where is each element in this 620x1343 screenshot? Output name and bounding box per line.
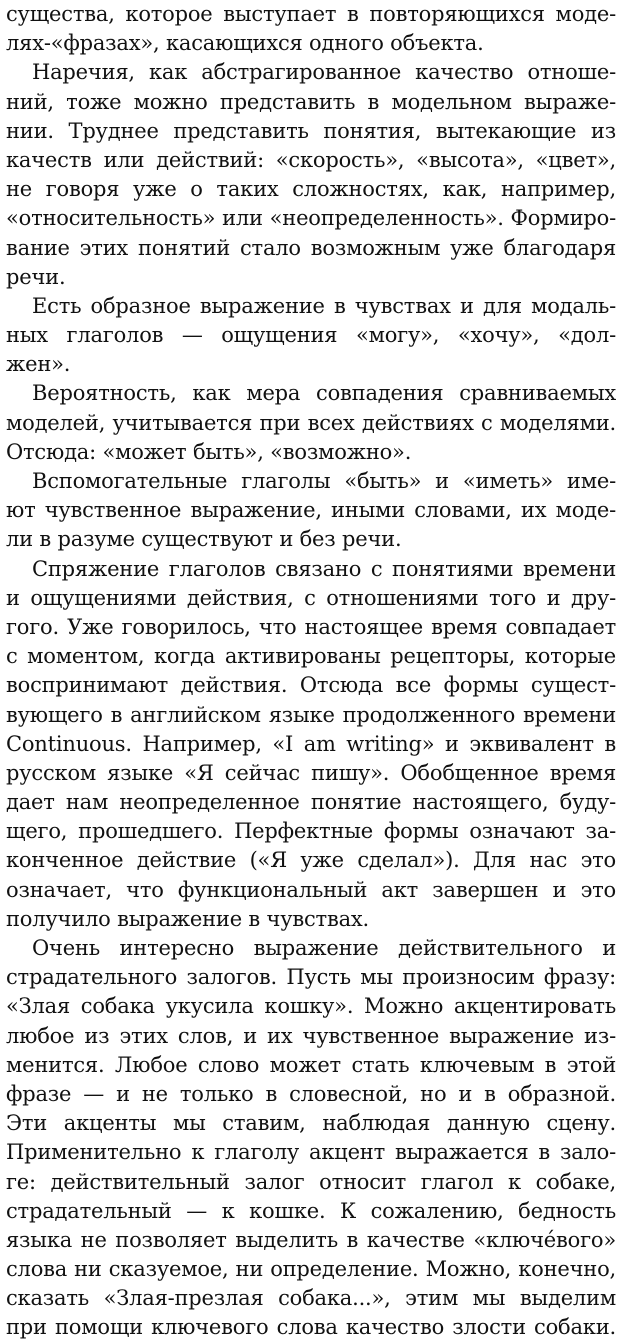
text-line: существа, которое выступает в повторяющихся моде- [6, 2, 616, 26]
text-line: страдательного залогов. Пусть мы произносим фразу: [6, 965, 616, 990]
text-line: Применительно к глаголу акцент выражается в зало- [6, 1140, 616, 1165]
text-line: нии. Труднее представить понятия, вытекающие из [6, 118, 616, 143]
text-line: страдательный — к кошке. К сожалению, бедность [6, 1198, 616, 1223]
text-line: воспринимают действия. Отсюда все формы сущест- [6, 673, 616, 698]
text-line: дает нам неопределенное понятие настоящего, буду- [6, 790, 616, 815]
text-line: ют чувственное выражение, иными словами, их моде- [6, 498, 616, 523]
text-line: означает, что функциональный акт завершен и это [6, 877, 616, 902]
text-line: ных глаголов — ощущения «могу», «хочу», «дол- [6, 323, 616, 348]
text-line: при помощи ключевого слова качество злости собаки. [6, 1315, 616, 1340]
paragraph [6, 379, 616, 467]
text-line: конченное действие («Я уже сделал»). Для нас это [6, 848, 616, 873]
text-line: Наречия, как абстрагированное качество отноше- [32, 60, 616, 85]
text-line: любое из этих слов, и их чувственное выражение из- [6, 1023, 616, 1048]
text-line: речи. [6, 264, 66, 289]
text-line: менится. Любое слово может стать ключевым в этой [6, 1052, 616, 1077]
text-line: языка не позволяет выделить в качестве «ключéвого» [6, 1227, 616, 1252]
paragraph [6, 934, 616, 1343]
text-line: вующего в английском языке продолженного времени [6, 702, 616, 727]
text-line: Спряжение глаголов связано с понятиями времени [32, 556, 616, 581]
text-line: ли в разуме существуют и без речи. [6, 527, 402, 552]
text-line: ге: действительный залог относит глагол к собаке, [6, 1169, 616, 1194]
text-line: щего, прошедшего. Перфектные формы означают за- [6, 819, 616, 844]
text-line: «относительность» или «неопределенность». Формиро- [6, 206, 616, 231]
text-line: Вероятность, как мера совпадения сравниваемых [32, 381, 616, 406]
text-line: русском языке «Я сейчас пишу». Обобщенное время [6, 760, 616, 785]
text-line: жен». [6, 352, 71, 377]
text-line: Есть образное выражение в чувствах и для модаль- [32, 293, 616, 318]
text-line: Continuous. Например, «I am writing» и эквивалент в [6, 731, 616, 756]
text-line: не говоря уже о таких сложностях, как, например, [6, 177, 616, 202]
text-line: моделей, учитывается при всех действиях с моделями. [6, 410, 616, 435]
document-page [2, 0, 618, 1340]
text-line: Эти акценты мы ставим, наблюдая данную сцену. [6, 1111, 616, 1136]
paragraph [6, 467, 616, 555]
text-line: ний, тоже можно представить в модельном выраже- [6, 89, 616, 114]
text-line: слова ни сказуемое, ни определение. Можно, конечно, [6, 1257, 616, 1282]
text-line: получило выражение в чувствах. [6, 906, 370, 931]
text-line: Вспомогательные глаголы «быть» и «иметь» име- [32, 469, 616, 493]
paragraph [6, 292, 616, 380]
text-line: фразе — и не только в словесной, но и в образной. [6, 1081, 616, 1106]
paragraph [6, 0, 616, 58]
paragraph [6, 58, 616, 292]
text-line: гого. Уже говорилось, что настоящее время совпадает [6, 614, 616, 639]
text-line: Отсюда: «может быть», «возможно». [6, 439, 412, 464]
text-line: и ощущениями действия, с отношениями того и дру- [6, 585, 616, 610]
text-line: «Злая собака укусила кошку». Можно акцентировать [6, 994, 616, 1019]
text-line: сказать «Злая-презлая собака...», этим мы выделим [6, 1286, 616, 1311]
text-line: с моментом, когда активированы рецепторы, которые [6, 644, 616, 669]
text-line: вание этих понятий стало возможным уже благодаря [6, 235, 616, 260]
text-line: лях-«фразах», касающихся одного объекта. [6, 31, 484, 56]
paragraph [6, 555, 616, 934]
text-line: Очень интересно выражение действительного и [32, 936, 616, 960]
text-line: качеств или действий: «скорость», «высота», «цвет», [6, 147, 616, 172]
